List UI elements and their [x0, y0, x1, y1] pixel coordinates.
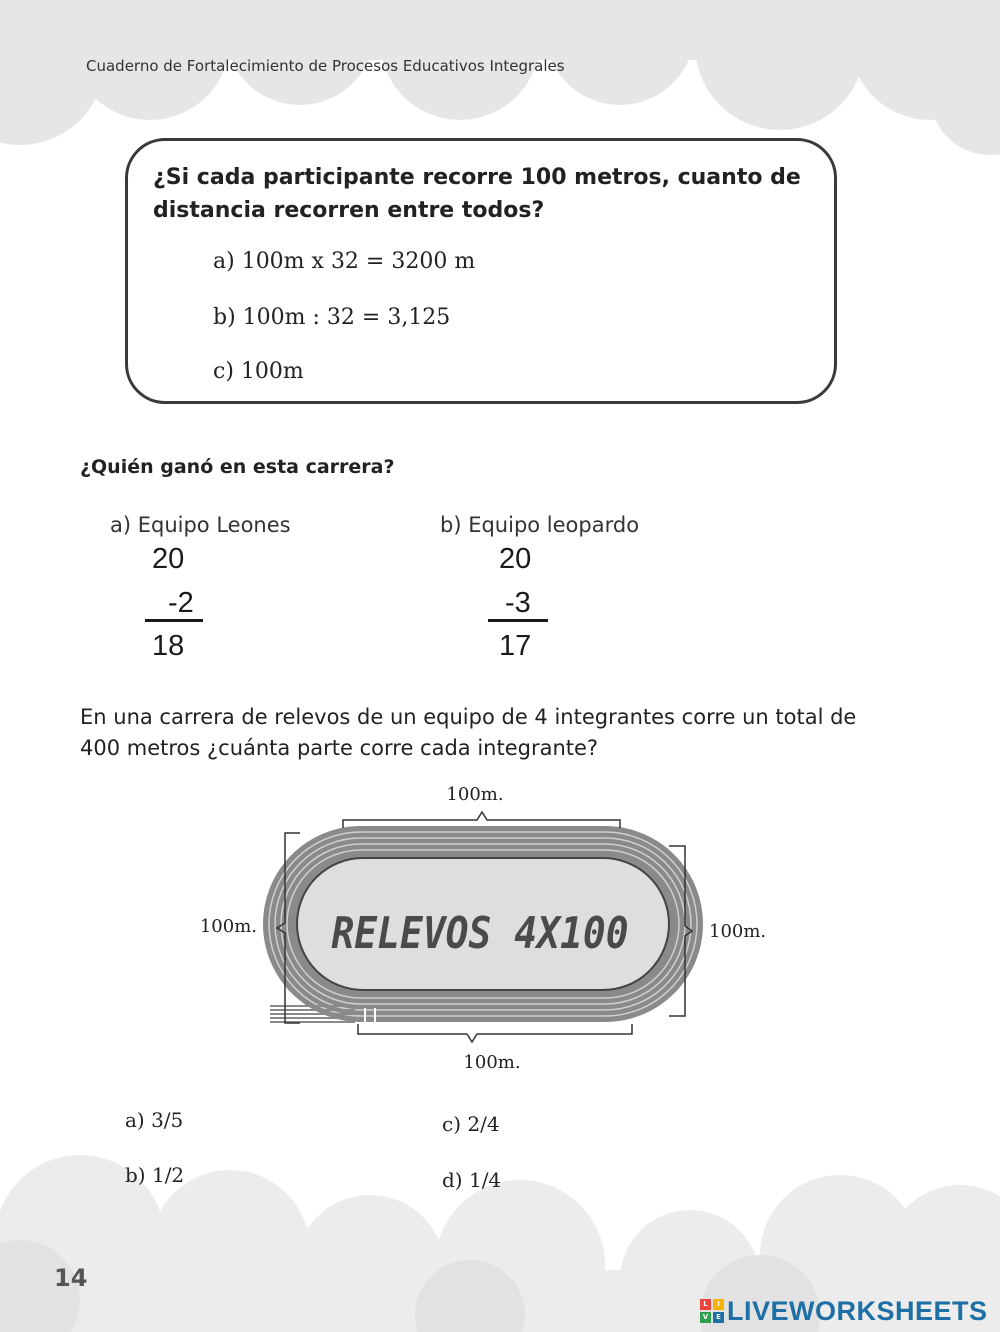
logo-text: LIVEWORKSHEETS: [727, 1295, 988, 1326]
page-number: 14: [54, 1264, 88, 1292]
team-b-result: 17: [499, 630, 532, 662]
label-top: 100m.: [446, 784, 504, 805]
liveworksheets-logo: [700, 1294, 988, 1328]
answer-a[interactable]: a) 3/5: [125, 1108, 184, 1132]
team-a-result: 18: [152, 630, 185, 662]
logo-blocks-icon: L I V E: [700, 1299, 724, 1323]
team-a-subtrahend: -2: [168, 587, 194, 619]
question-3-text: En una carrera de relevos de un equipo de 4 integrantes corre un total de 400 metros ¿cuánta parte corre cada integrante?: [80, 705, 857, 760]
bracket-bottom: [358, 1024, 632, 1042]
book-header: Cuaderno de Fortalecimiento de Procesos Educativos Integrales: [86, 57, 565, 75]
question-box: [125, 138, 837, 404]
label-right: 100m.: [709, 921, 767, 942]
option-c[interactable]: c) 100m: [213, 359, 304, 384]
label-bottom: 100m.: [463, 1052, 521, 1073]
team-b-subtrahend: -3: [505, 587, 531, 619]
answer-b[interactable]: b) 1/2: [125, 1163, 185, 1187]
team-a-minuend: 20: [152, 543, 185, 575]
answer-c[interactable]: c) 2/4: [442, 1112, 500, 1136]
team-b-minuend: 20: [499, 543, 532, 575]
track-title: RELEVOS 4X100: [331, 907, 629, 959]
team-a-option[interactable]: a) Equipo Leones: [110, 513, 291, 537]
question-2-text: ¿Quién ganó en esta carrera?: [80, 456, 395, 478]
option-a[interactable]: a) 100m x 32 = 3200 m: [213, 249, 476, 274]
relay-track-diagram: [195, 776, 785, 1076]
team-a-sum-line: [145, 619, 203, 622]
team-b-sum-line: [488, 619, 548, 622]
answer-d[interactable]: d) 1/4: [442, 1168, 502, 1192]
label-left: 100m.: [199, 916, 257, 937]
question-1-text: ¿Si cada participante recorre 100 metros, cuanto de distancia recorren entre todos?: [153, 165, 801, 223]
bracket-top: [343, 812, 620, 828]
team-b-option[interactable]: b) Equipo leopardo: [440, 513, 640, 537]
option-b[interactable]: b) 100m : 32 = 3,125: [213, 305, 451, 330]
